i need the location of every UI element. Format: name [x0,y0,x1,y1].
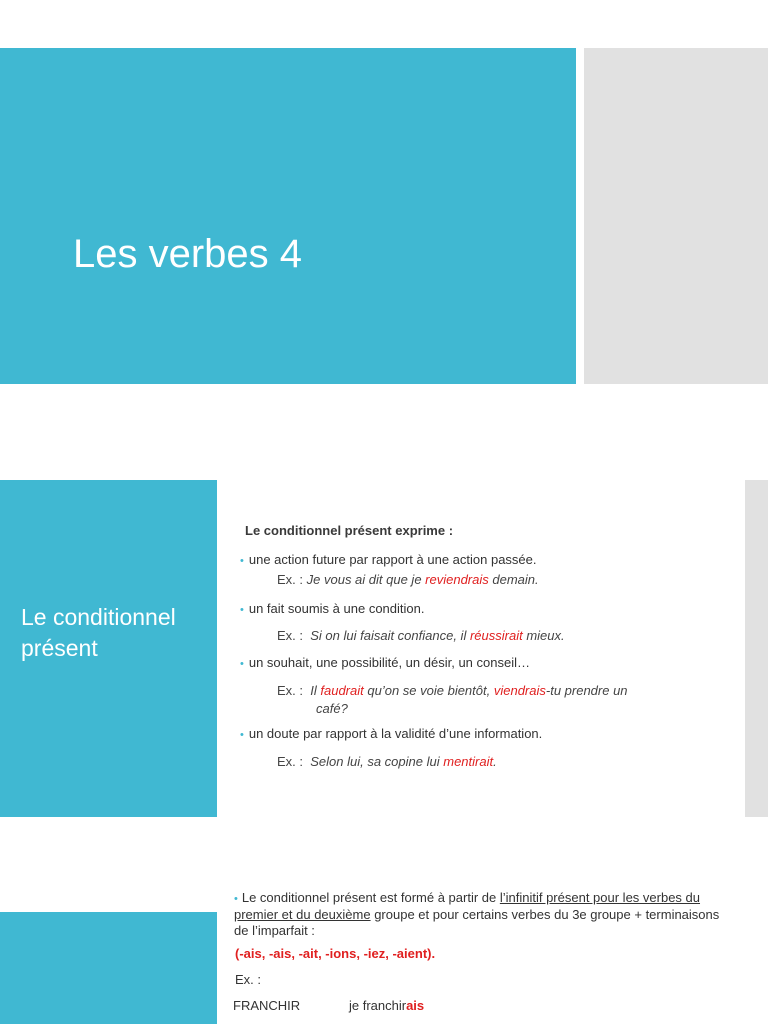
imparfait-endings: (-ais, -ais, -ait, -ions, -iez, -aient). [235,946,436,961]
bullet-item: • un doute par rapport à la validité d’une information. [240,726,543,741]
slide1-side-panel [584,48,768,384]
slide2-title: Le conditionnel présent [21,604,176,661]
example-4: Ex. : Selon lui, sa copine lui mentirait. [277,754,497,769]
slide1-title-panel [0,48,576,384]
example-label: Ex. : [235,972,262,987]
slide2-heading: Le conditionnel présent exprime : [245,523,454,538]
slide3-paragraph: • Le conditionnel présent est formé à partir de l’infinitif présent pour les verbes du premier et du deuxième groupe et pour certains verbes du 3e groupe + terminaisons de l’imparfait : [234,890,720,938]
example-conjugation: je franchirais [349,998,425,1013]
bullet-dot-icon: • [240,729,244,741]
bullet-dot-icon: • [240,604,244,616]
example-3-continued: café? [316,701,348,716]
bullet-dot-icon: • [240,658,244,670]
slide3-title-panel [0,912,217,1024]
bullet-item: • un souhait, une possibilité, un désir, un conseil… [240,655,530,670]
bullet-item: • une action future par rapport à une action passée. [240,552,537,567]
example-verb: FRANCHIR [233,998,301,1013]
example-2: Ex. : Si on lui faisait confiance, il réussirait mieux. [277,628,565,643]
example-1: Ex. : Je vous ai dit que je reviendrais demain. [277,572,539,587]
bullet-dot-icon: • [240,555,244,567]
bullet-item: • un fait soumis à une condition. [240,601,425,616]
slide2-side-panel [745,480,768,817]
example-3: Ex. : Il faudrait qu’on se voie bientôt, viendrais-tu prendre un [277,683,628,698]
bullet-dot-icon: • [234,893,238,905]
slide1-title: Les verbes 4 [73,232,303,276]
